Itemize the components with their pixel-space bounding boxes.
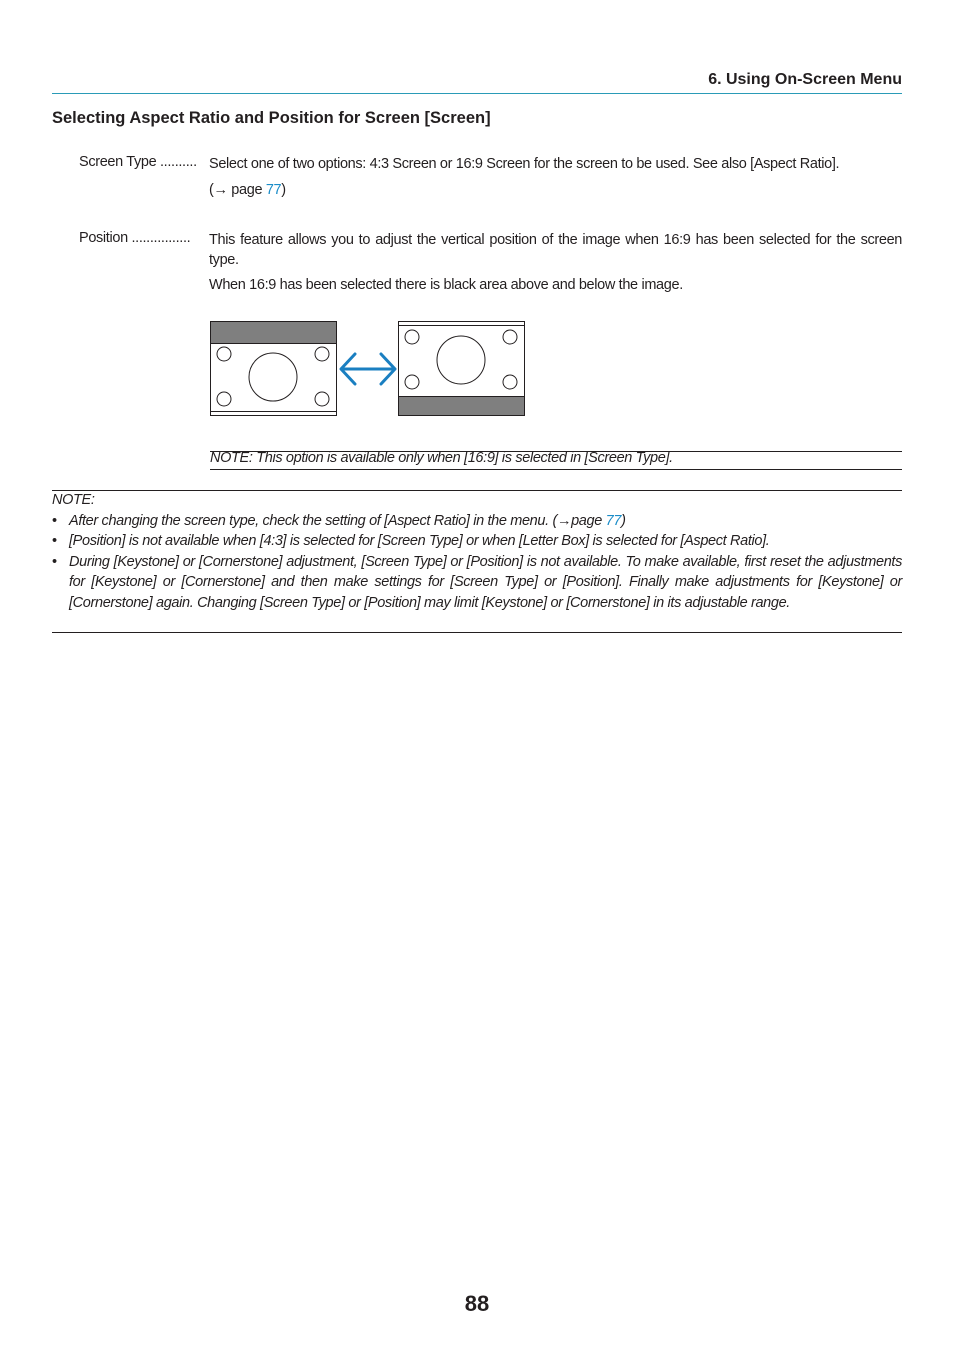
bullet: •	[52, 512, 57, 529]
desc-line: This feature allows you to adjust the vertical position of the image when 16:9 has been selected for the screen type.	[209, 232, 902, 268]
list-item	[52, 552, 902, 614]
bullet: •	[52, 533, 57, 549]
term-position: Position ................	[79, 230, 191, 246]
desc-line: When 16:9 has been selected there is black area above and below the image.	[209, 277, 683, 293]
ref-suffix: )	[621, 512, 626, 529]
chapter-title: 6. Using On-Screen Menu	[708, 71, 902, 88]
term-screen-type: Screen Type ..........	[79, 154, 197, 170]
page-number: 88	[464, 1291, 490, 1316]
screen-top-position-illustration	[211, 322, 337, 416]
screen-position-diagram	[205, 316, 530, 422]
black-area-bar	[211, 322, 337, 344]
notes-rule-bottom	[52, 632, 902, 633]
note-rule-bottom	[210, 469, 902, 470]
list-item	[52, 531, 902, 552]
desc-position	[209, 230, 902, 295]
note-text: During [Keystone] or [Cornerstone] adjustment, [Screen Type] or [Position] is not available. To make available, first reset the adjustments for [Keystone] or [Cornerstone] and then make settings for [Screen Type] or [Position]. Finally make adjustments for [Keystone] or [Cornerstone] again. Changing [Screen Type] or [Position] may limit [Keystone] or [Cornerstone] in its adjustable range.	[69, 553, 902, 611]
page-link[interactable]: 77	[605, 512, 622, 529]
notes-list	[52, 511, 902, 614]
note-text: After changing the screen type, check the setting of [Aspect Ratio] in the menu. (→page	[69, 512, 606, 529]
page-reference	[209, 180, 902, 200]
bullet: •	[52, 553, 57, 570]
list-item	[52, 511, 902, 532]
section-title: Selecting Aspect Ratio and Position for Screen [Screen]	[52, 109, 491, 127]
notes-heading: NOTE:	[52, 492, 95, 508]
double-arrow-icon	[341, 354, 395, 384]
header-rule	[52, 93, 902, 94]
desc-line: Select one of two options: 4:3 Screen or 16:9 Screen for the screen to be used. See also [Aspect Ratio].	[209, 156, 840, 172]
ref-suffix: )	[281, 182, 286, 198]
ref-prefix: (→ page	[209, 182, 266, 198]
desc-screen-type	[209, 154, 902, 200]
screen-bottom-position-illustration	[399, 322, 525, 416]
note-text: [Position] is not available when [4:3] is selected for [Screen Type] or when [Letter Box] is selected for [Aspect Ratio].	[69, 533, 770, 549]
inline-note: NOTE: This option is available only when [16:9] is selected in [Screen Type].	[210, 450, 673, 466]
notes-block	[52, 490, 902, 613]
page-link[interactable]: 77	[265, 182, 282, 198]
black-area-bar	[399, 397, 525, 416]
